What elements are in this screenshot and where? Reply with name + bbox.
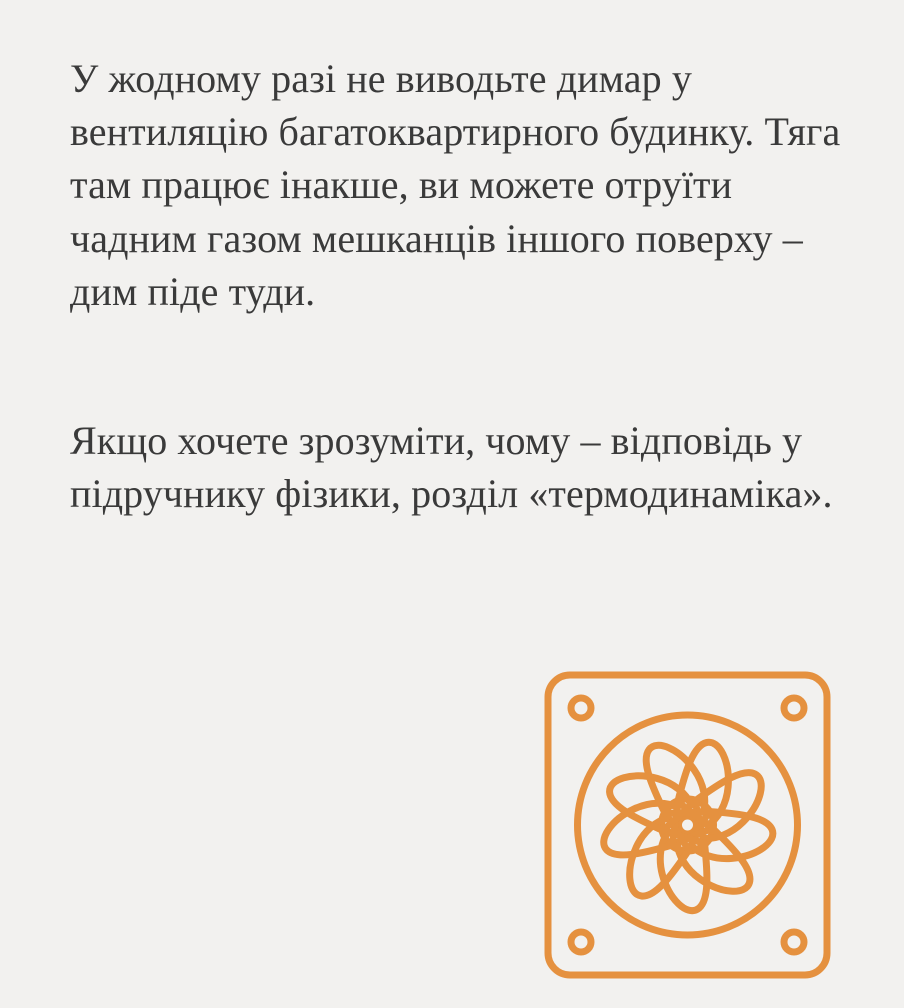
paragraph-reference: Якщо хочете зрозуміти, чому – відповідь у підручнику фізики, розділ «термодинаміка». [70,417,833,517]
ventilation-fan-icon [543,670,832,980]
fan-screw-bottom-left [571,932,591,952]
fan-screw-top-left [571,698,591,718]
fan-blades [600,737,777,915]
fan-frame [548,675,827,975]
fan-screw-top-right [784,698,804,718]
ventilation-fan-graphic [543,670,832,980]
fan-screw-bottom-right [784,932,804,952]
fan-hub-inner [679,816,697,834]
paragraph-warning: У жодному разі не виводьте димар у вентиляцію багатоквартирного будинку. Тяга там працює інакше, ви можете отруїти чадним газом мешканців іншого поверху – дим піде туди. [70,56,841,314]
